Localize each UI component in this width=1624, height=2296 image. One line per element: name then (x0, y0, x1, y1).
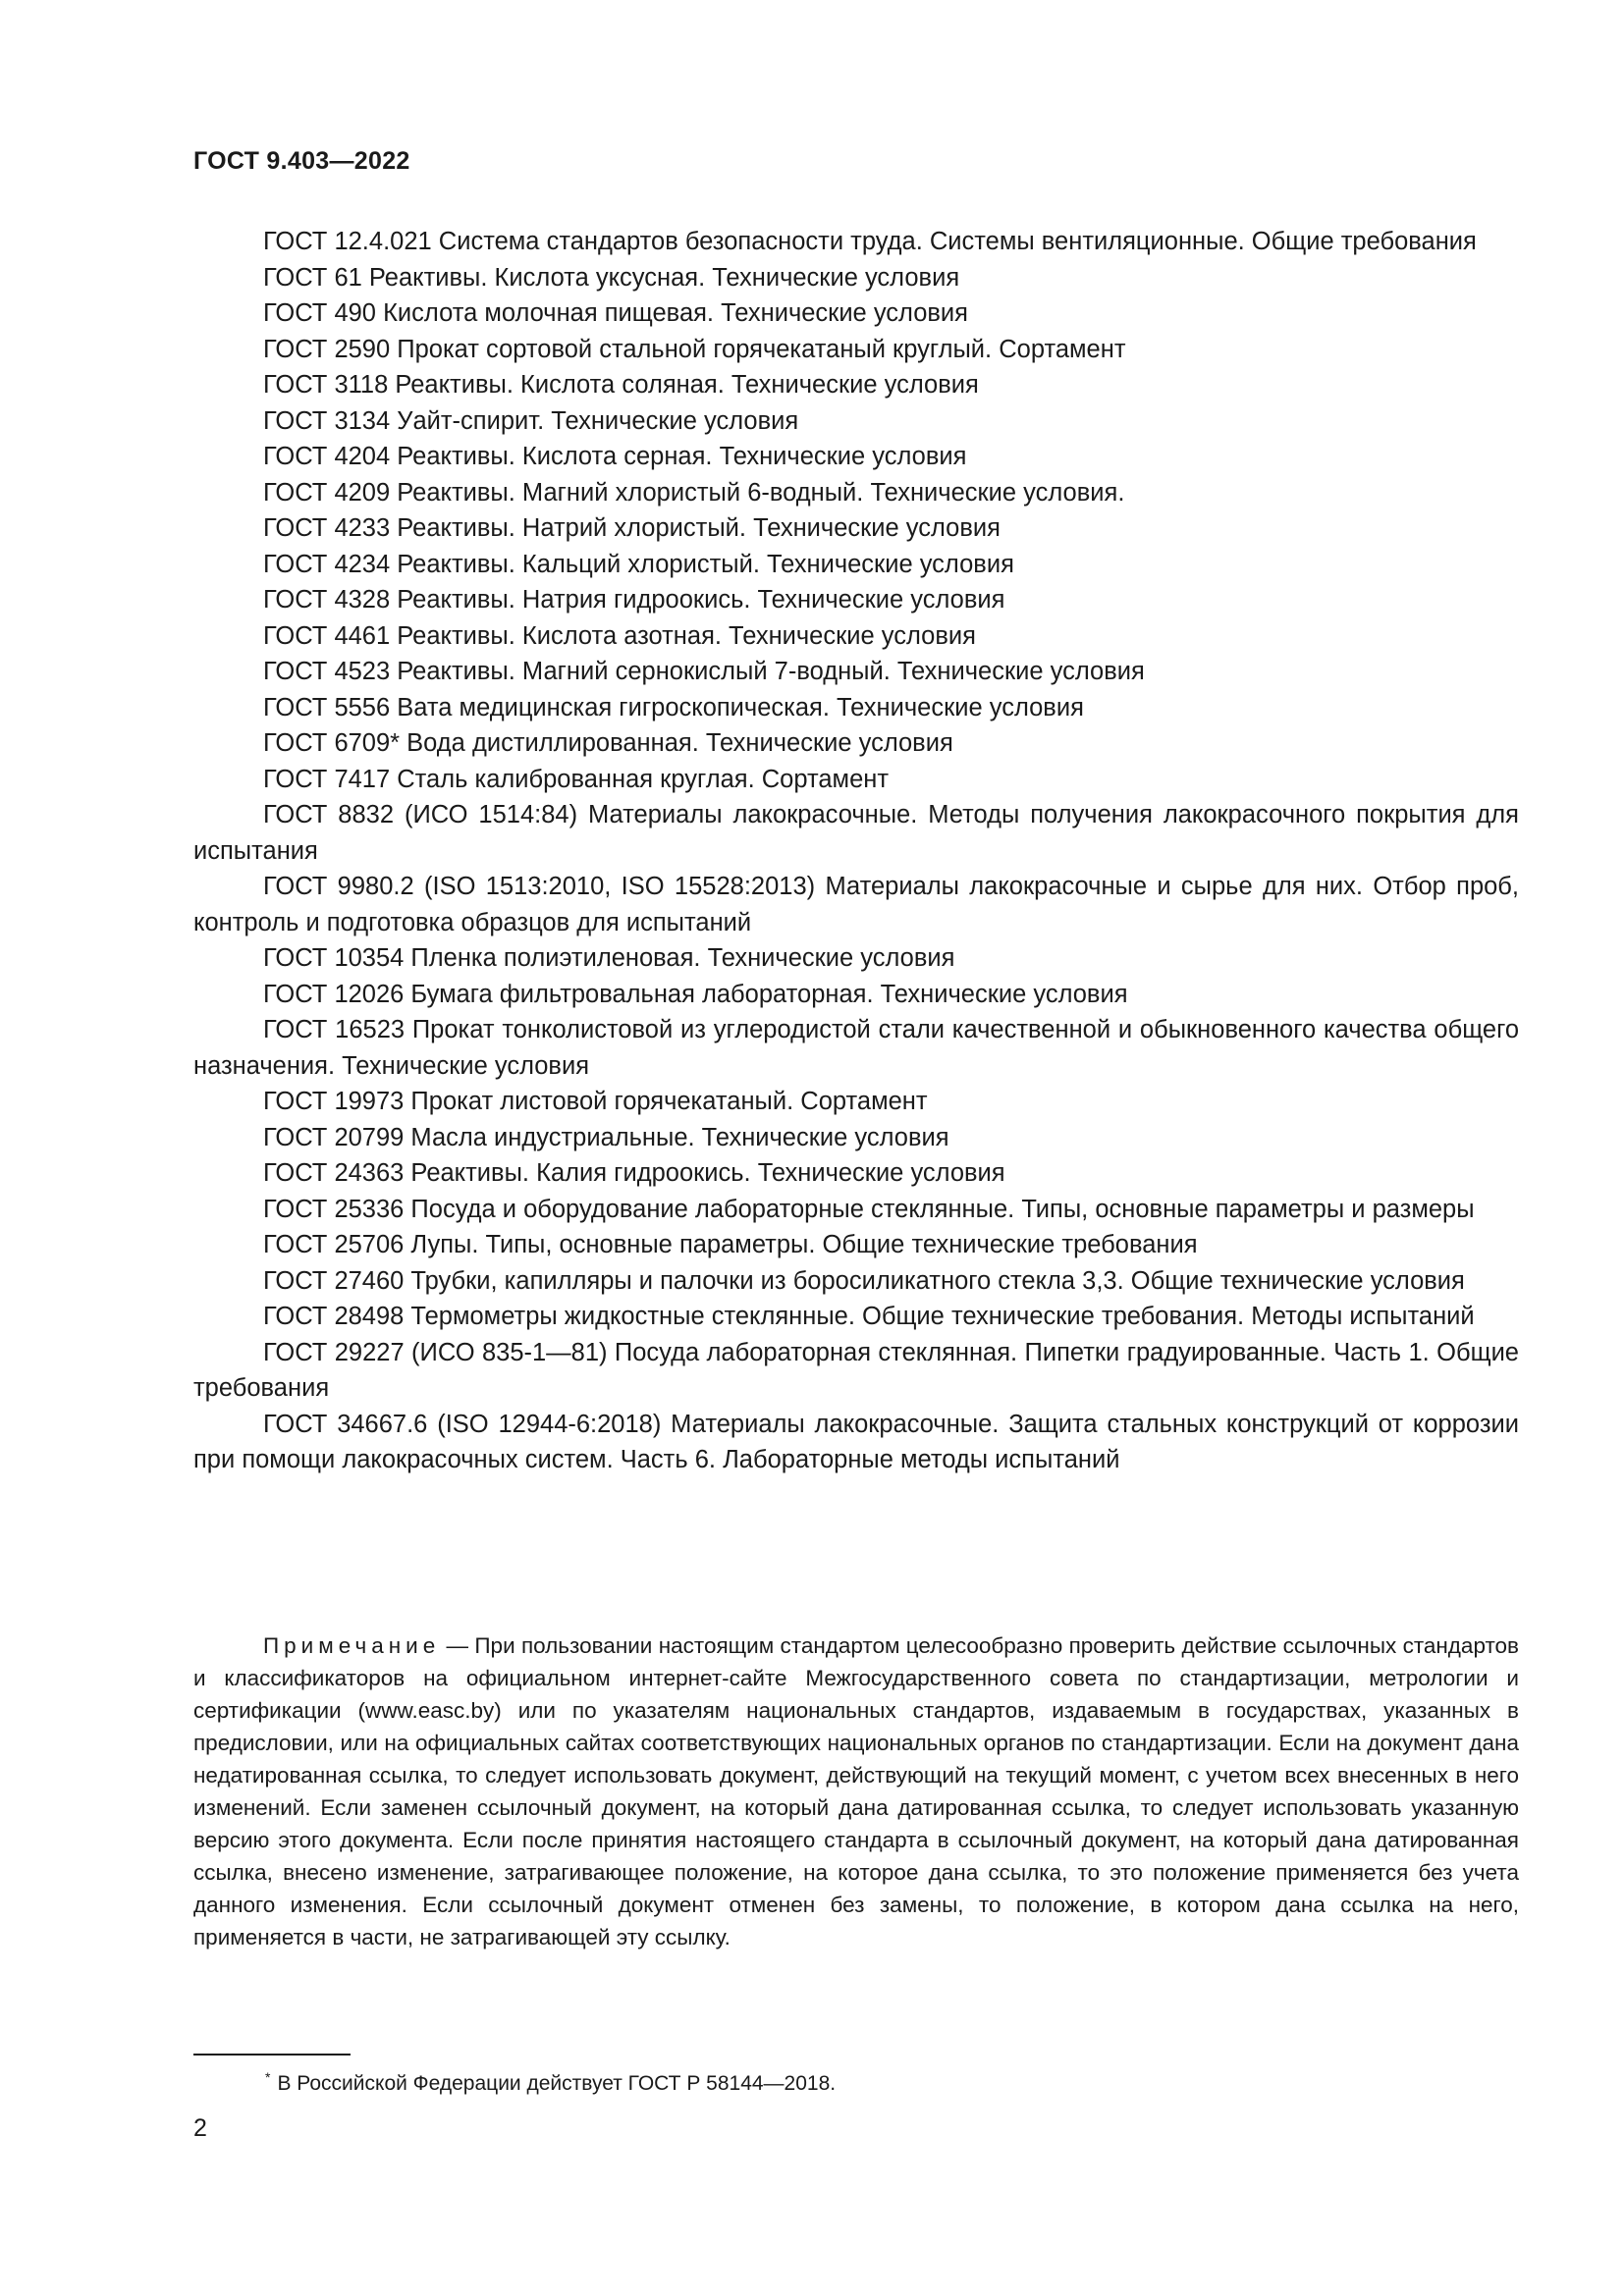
reference-item: ГОСТ 28498 Термометры жидкостные стеклянные. Общие технические требования. Методы испытаний (263, 1303, 1475, 1330)
normative-references-list (193, 224, 1519, 1478)
footnote-divider (193, 2054, 351, 2056)
reference-item: ГОСТ 19973 Прокат листовой горячекатаный. Сортамент (263, 1088, 928, 1115)
reference-item: ГОСТ 27460 Трубки, капилляры и палочки из боросиликатного стекла 3,3. Общие технические условия (263, 1266, 1465, 1295)
reference-item: ГОСТ 4461 Реактивы. Кислота азотная. Технические условия (263, 621, 976, 650)
reference-item: ГОСТ 16523 Прокат тонколистовой из углеродистой стали качественной и обыкновенного качества общего назначения. Технические условия (193, 1016, 1519, 1080)
reference-item: ГОСТ 24363 Реактивы. Калия гидроокись. Технические условия (263, 1159, 1005, 1187)
reference-item: ГОСТ 490 Кислота молочная пищевая. Технические условия (263, 299, 968, 327)
reference-item: ГОСТ 7417 Сталь калиброванная круглая. Сортамент (263, 765, 890, 793)
reference-item: ГОСТ 4233 Реактивы. Натрий хлористый. Технические условия (263, 514, 1001, 542)
note-label: Примечание (263, 1633, 441, 1658)
reference-item: ГОСТ 4204 Реактивы. Кислота серная. Технические условия (263, 443, 967, 470)
reference-item: ГОСТ 5556 Вата медицинская гигроскопическая. Технические условия (263, 693, 1084, 721)
reference-item: ГОСТ 4234 Реактивы. Кальций хлористый. Технические условия (263, 550, 1014, 578)
document-header: ГОСТ 9.403—2022 (193, 147, 410, 175)
reference-item: ГОСТ 12.4.021 Система стандартов безопасности труда. Системы вентиляционные. Общие требования (263, 228, 1477, 255)
reference-item: ГОСТ 4209 Реактивы. Магний хлористый 6-водный. Технические условия. (263, 478, 1125, 507)
note-paragraph (193, 1629, 1519, 1953)
reference-item: ГОСТ 3134 Уайт-спирит. Технические условия (263, 406, 799, 435)
reference-item: ГОСТ 34667.6 (ISO 12944-6:2018) Материалы лакокрасочные. Защита стальных конструкций от коррозии при помощи лакокрасочных систем. Часть 6. Лабораторные методы испытаний (193, 1410, 1519, 1473)
page-number: 2 (193, 2114, 207, 2142)
reference-item: ГОСТ 20799 Масла индустриальные. Технические условия (263, 1123, 949, 1151)
reference-item: ГОСТ 4523 Реактивы. Магний сернокислый 7-водный. Технические условия (263, 658, 1145, 685)
reference-item: ГОСТ 61 Реактивы. Кислота уксусная. Технические условия (263, 263, 960, 292)
note-text: — При пользовании настоящим стандартом целесообразно проверить действие ссылочных стандартов и классификаторов на официальном интернет-сайте Межгосударственного совета по стандартизации, метрологии и сертификации (www.easc.by) или по указателям национальных стандартов, издаваемым в государствах, указанных в предисловии, или на официальных сайтах соответствующих национальных органов по стандартизации. Если на документ дана недатированная ссылка, то следует использовать документ, действующий на текущий момент, с учетом всех внесенных в него изменений. Если заменен ссылочный документ, на который дана датированная ссылка, то следует использовать указанную версию этого документа. Если после принятия настоящего стандарта в ссылочный документ, на который дана датированная ссылка, внесено изменение, затрагивающее положение, на которое дана ссылка, то это положение применяется без учета данного изменения. Если ссылочный документ отменен без замены, то положение, в котором дана ссылка на него, применяется в части, не затрагивающей эту ссылку. (193, 1633, 1519, 1949)
reference-item: ГОСТ 4328 Реактивы. Натрия гидроокись. Технические условия (263, 586, 1005, 614)
reference-item: ГОСТ 9980.2 (ISO 1513:2010, ISO 15528:2013) Материалы лакокрасочные и сырье для них. Отбор проб, контроль и подготовка образцов для испытаний (193, 873, 1519, 936)
reference-item: ГОСТ 12026 Бумага фильтровальная лабораторная. Технические условия (263, 980, 1128, 1008)
reference-item: ГОСТ 25706 Лупы. Типы, основные параметры. Общие технические требования (263, 1231, 1198, 1258)
footnote-text: В Российской Федерации действует ГОСТ Р 58144—2018. (277, 2072, 837, 2095)
reference-item: ГОСТ 3118 Реактивы. Кислота соляная. Технические условия (263, 371, 979, 399)
reference-item: ГОСТ 25336 Посуда и оборудование лабораторные стеклянные. Типы, основные параметры и размеры (263, 1195, 1475, 1223)
reference-item: ГОСТ 8832 (ИСО 1514:84) Материалы лакокрасочные. Методы получения лакокрасочного покрытия для испытания (193, 801, 1519, 865)
footnote-marker: * (265, 2069, 271, 2085)
reference-item: ГОСТ 6709* Вода дистиллированная. Технические условия (263, 729, 953, 757)
reference-item: ГОСТ 2590 Прокат сортовой стальной горячекатаный круглый. Сортамент (263, 335, 1126, 363)
footnote (265, 2062, 836, 2099)
reference-item: ГОСТ 29227 (ИСО 835-1—81) Посуда лабораторная стеклянная. Пипетки градуированные. Часть 1. Общие требования (193, 1338, 1519, 1402)
reference-item: ГОСТ 10354 Пленка полиэтиленовая. Технические условия (263, 944, 955, 972)
